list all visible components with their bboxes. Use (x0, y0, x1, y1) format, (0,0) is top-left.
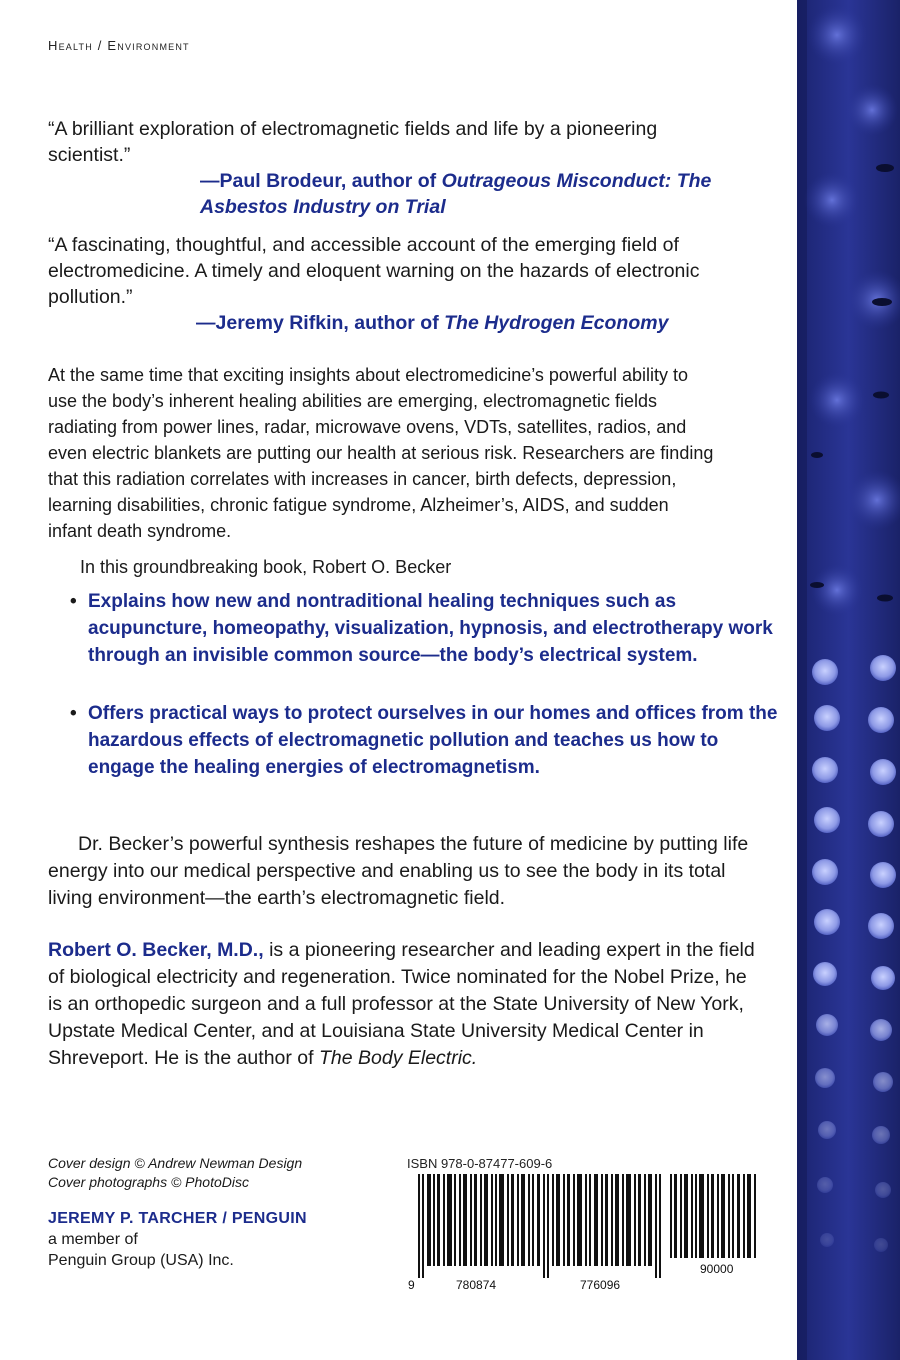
quote-attribution (200, 168, 740, 220)
category-second: Environment (107, 38, 190, 53)
bullet-item (70, 700, 778, 781)
author-name: Robert O. Becker, M.D., (48, 939, 264, 961)
cover-credits (48, 1154, 302, 1192)
quote-text: “A fascinating, thoughtful, and accessible account of the emerging field of electromedicine. A timely and eloquent warning on the hazards of electronic pollution.” (48, 234, 700, 308)
quote-2 (48, 232, 748, 336)
barcode-lead-digit: 9 (408, 1278, 415, 1292)
attribution-name: —Paul Brodeur, author of (200, 170, 437, 192)
author-book: The Body Electric. (318, 1047, 478, 1069)
bullet-icon: • (70, 703, 77, 724)
barcode (408, 1174, 763, 1299)
bullet-icon: • (70, 591, 77, 612)
bullet-item (70, 588, 778, 669)
publisher-name: JEREMY P. TARCHER / PENGUIN (48, 1210, 307, 1227)
barcode-bars (408, 1174, 763, 1294)
quote-attribution (196, 310, 748, 336)
barcode-addon: 90000 (700, 1262, 734, 1276)
quote-text: “A brilliant exploration of electromagnetic fields and life by a pioneering scientist.” (48, 118, 658, 166)
publisher-member-line: a member of (48, 1231, 138, 1248)
description-paragraph: At the same time that exciting insights about electromedicine’s powerful ability to use the body’s inherent healing abilities are emerging, electromagnetic fields radiating from power lines, radar, microwave ovens, VDTs, satellites, radios, and even electric blankets are putting our health at serious risk. Researchers are finding that this radiation correlates with increases in cancer, birth defects, depression, learning disabilities, chronic fatigue syndrome, Alzheimer’s, AIDS, and sudden infant death syndrome. (48, 365, 714, 541)
bullet-text: Offers practical ways to protect ourselves in our homes and offices from the hazardous effects of electromagnetic pollution and teaches us how to engage the healing energies of electromagnetism. (88, 703, 778, 778)
author-bio-text: is a pioneering researcher and leading expert in the field of biological electricity and regeneration. Twice nominated for the Nobel Prize, he is an orthopedic surgeon and a full professor at the State University of New York, Upstate Medical Center, and at Louisiana State University Medical Center in Shreveport. He is the author of (48, 939, 755, 1069)
publisher-group: Penguin Group (USA) Inc. (48, 1252, 234, 1269)
intro-line: In this groundbreaking book, Robert O. Becker (80, 557, 452, 577)
category-label (48, 38, 190, 53)
attribution-book: Outrageous Misconduct: The Asbestos Industry on Trial (200, 170, 712, 218)
cover-design-credit: Cover design © Andrew Newman Design (48, 1155, 303, 1171)
bullet-text: Explains how new and nontraditional healing techniques such as acupuncture, homeopathy, visualization, hypnosis, and electrotherapy work through an invisible common source—the body’s electrical system. (88, 591, 773, 666)
category-first: Health (48, 38, 93, 53)
decorative-blue-strip (797, 0, 900, 1360)
quote-1 (48, 116, 748, 220)
attribution-name: —Jeremy Rifkin, author of (196, 312, 439, 334)
synthesis-paragraph: Dr. Becker’s powerful synthesis reshapes the future of medicine by putting life energy into our medical perspective and enabling us to see the body in its total living environment—the earth’s electromagnetic field. (48, 833, 749, 909)
attribution-book: The Hydrogen Economy (444, 312, 669, 334)
publisher-block (48, 1208, 307, 1271)
barcode-group-1: 780874 (456, 1278, 497, 1292)
isbn-text: ISBN 978-0-87477-609-6 (407, 1156, 553, 1171)
category-separator: / (92, 38, 108, 53)
cover-photo-credit: Cover photographs © PhotoDisc (48, 1174, 249, 1190)
author-bio (48, 937, 763, 1072)
barcode-group-2: 776096 (580, 1278, 621, 1292)
